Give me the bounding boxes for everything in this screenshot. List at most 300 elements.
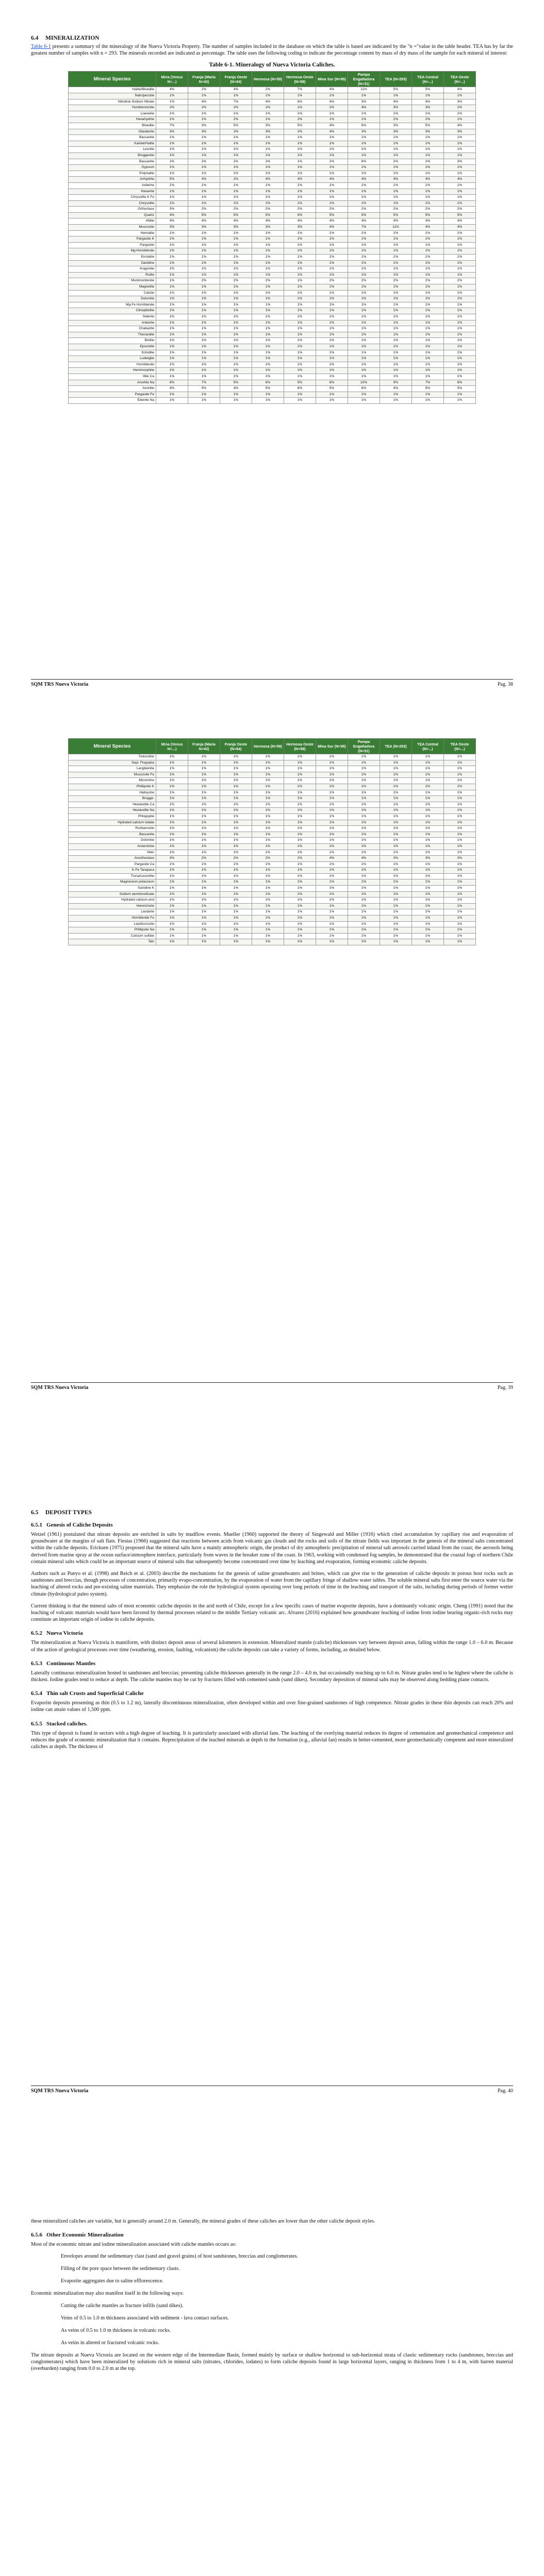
mineral-name-cell: Dolomite (69, 296, 156, 302)
percent-cell: 1% (220, 808, 252, 814)
percent-cell: 1% (220, 398, 252, 404)
table-row (69, 236, 476, 243)
percent-cell: 2% (188, 87, 220, 93)
percent-cell: 1% (412, 302, 444, 308)
percent-cell: 1% (412, 284, 444, 291)
percent-cell: 7% (220, 99, 252, 105)
mineral-name-cell: Anortita Na (69, 380, 156, 386)
percent-cell: 1% (156, 356, 188, 362)
percent-cell: 1% (220, 362, 252, 368)
percent-cell: 1% (156, 891, 188, 897)
percent-cell: 1% (188, 760, 220, 766)
table-row (69, 320, 476, 326)
percent-cell: 1% (316, 868, 348, 874)
percent-cell: 1% (252, 838, 284, 844)
percent-cell: 1% (412, 200, 444, 207)
percent-cell: 1% (380, 838, 412, 844)
percent-cell: 1% (220, 374, 252, 380)
table-row (69, 212, 476, 218)
percent-cell: 1% (348, 879, 380, 886)
percent-cell: 1% (380, 790, 412, 796)
percent-cell: 1% (348, 897, 380, 904)
percent-cell: 1% (412, 320, 444, 326)
percent-cell: 1% (380, 766, 412, 772)
mineral-name-cell: Sodium aluminosilicate (69, 891, 156, 897)
table-row (69, 939, 476, 945)
mineral-name-cell: Anorthoclase (69, 856, 156, 862)
column-header: Hermosa (N=59) (252, 72, 284, 87)
percent-cell: 1% (412, 838, 444, 844)
percent-cell: 1% (412, 939, 444, 945)
percent-cell: 1% (380, 189, 412, 195)
percent-cell: 1% (380, 903, 412, 909)
percent-cell: 1% (348, 111, 380, 117)
column-header: Pampa Engañadora (N=31) (348, 739, 380, 754)
percent-cell: 3% (284, 225, 316, 231)
percent-cell: 1% (412, 766, 444, 772)
percent-cell: 1% (220, 927, 252, 934)
percent-cell: 1% (444, 141, 476, 147)
percent-cell: 1% (188, 784, 220, 790)
percent-cell: 1% (444, 260, 476, 266)
percent-cell: 1% (444, 392, 476, 398)
table-row (69, 195, 476, 201)
percent-cell: 1% (348, 350, 380, 356)
percent-cell: 1% (188, 368, 220, 374)
percent-cell: 1% (380, 832, 412, 838)
column-header: Franja Oeste (N=64) (220, 739, 252, 754)
percent-cell: 1% (220, 248, 252, 255)
percent-cell: 1% (380, 933, 412, 939)
percent-cell: 6% (316, 380, 348, 386)
percent-cell: 1% (412, 326, 444, 332)
table-row (69, 772, 476, 778)
percent-cell: 1% (348, 850, 380, 856)
percent-cell: 1% (284, 873, 316, 879)
percent-cell: 1% (252, 296, 284, 302)
percent-cell: 1% (188, 111, 220, 117)
mineral-name-cell: Illite Ca (69, 374, 156, 380)
percent-cell: 3% (252, 123, 284, 129)
percent-cell: 1% (284, 909, 316, 916)
percent-cell: 1% (156, 296, 188, 302)
percent-cell: 1% (220, 760, 252, 766)
percent-cell: 1% (188, 308, 220, 314)
percent-cell: 1% (412, 260, 444, 266)
percent-cell: 1% (348, 165, 380, 171)
percent-cell: 1% (252, 350, 284, 356)
percent-cell: 1% (412, 760, 444, 766)
mineral-name-cell: Siderite (69, 314, 156, 320)
percent-cell: 2% (188, 105, 220, 111)
mineral-name-cell: Hematite (69, 230, 156, 236)
mineral-name-cell: Nitratine Sodium Nitrate (69, 99, 156, 105)
percent-cell: 1% (412, 879, 444, 886)
percent-cell: 1% (348, 796, 380, 802)
percent-cell: 3% (444, 129, 476, 135)
table-row (69, 117, 476, 123)
percent-cell: 2% (188, 856, 220, 862)
percent-cell: 1% (252, 314, 284, 320)
percent-cell: 1% (156, 790, 188, 796)
percent-cell: 1% (444, 843, 476, 850)
percent-cell: 1% (444, 302, 476, 308)
percent-cell: 1% (444, 778, 476, 784)
percent-cell: 1% (156, 754, 188, 760)
table-row (69, 790, 476, 796)
percent-cell: 1% (284, 362, 316, 368)
percent-cell: 1% (316, 398, 348, 404)
percent-cell: 1% (156, 873, 188, 879)
percent-cell: 1% (380, 784, 412, 790)
percent-cell: 6% (444, 380, 476, 386)
percent-cell: 1% (348, 760, 380, 766)
percent-cell: 1% (412, 873, 444, 879)
percent-cell: 1% (444, 272, 476, 278)
percent-cell: 1% (188, 843, 220, 850)
percent-cell: 1% (156, 861, 188, 868)
percent-cell: 1% (380, 255, 412, 261)
percent-cell: 5% (188, 386, 220, 392)
percent-cell: 1% (156, 308, 188, 314)
percent-cell: 1% (316, 814, 348, 820)
table-row (69, 903, 476, 909)
percent-cell: 1% (220, 843, 252, 850)
percent-cell: 1% (444, 326, 476, 332)
percent-cell: 5% (412, 123, 444, 129)
mineral-name-cell: Todorokite (69, 754, 156, 760)
subheading-6-5-2: 6.5.2 Nueva Victoria (31, 1630, 83, 1637)
percent-cell: 1% (220, 266, 252, 273)
mineral-name-cell: Enstatite (69, 255, 156, 261)
table-row (69, 225, 476, 231)
percent-cell: 1% (188, 921, 220, 927)
percent-cell: 2% (252, 87, 284, 93)
percent-cell: 10% (348, 380, 380, 386)
percent-cell: 1% (380, 260, 412, 266)
percent-cell: 1% (188, 314, 220, 320)
percent-cell: 1% (252, 255, 284, 261)
percent-cell: 1% (348, 338, 380, 344)
percent-cell: 1% (412, 314, 444, 320)
percent-cell: 3% (412, 105, 444, 111)
table-row (69, 93, 476, 99)
table-row (69, 147, 476, 153)
percent-cell: 1% (348, 766, 380, 772)
percent-cell: 1% (316, 141, 348, 147)
percent-cell: 1% (220, 200, 252, 207)
percent-cell: 4% (156, 218, 188, 225)
percent-cell: 1% (412, 778, 444, 784)
table-row (69, 200, 476, 207)
percent-cell: 1% (220, 790, 252, 796)
percent-cell: 1% (156, 927, 188, 934)
table-row (69, 159, 476, 165)
percent-cell: 1% (380, 760, 412, 766)
percent-cell: 1% (444, 236, 476, 243)
percent-cell: 1% (188, 939, 220, 945)
table-row (69, 141, 476, 147)
percent-cell: 4% (412, 99, 444, 105)
percent-cell: 1% (156, 921, 188, 927)
percent-cell: 1% (284, 152, 316, 159)
mineral-name-cell: Schollite (69, 350, 156, 356)
percent-cell: 1% (284, 927, 316, 934)
mineral-name-cell: Edenite Na (69, 398, 156, 404)
percent-cell: 1% (444, 242, 476, 248)
percent-cell: 1% (156, 760, 188, 766)
percent-cell: 1% (348, 843, 380, 850)
table-row (69, 886, 476, 892)
percent-cell: 1% (316, 362, 348, 368)
percent-cell: 1% (316, 826, 348, 832)
percent-cell: 1% (156, 802, 188, 808)
percent-cell: 2% (380, 117, 412, 123)
percent-cell: 1% (252, 368, 284, 374)
percent-cell: 2% (220, 117, 252, 123)
percent-cell: 4% (316, 99, 348, 105)
percent-cell: 4% (412, 218, 444, 225)
percent-cell: 1% (380, 850, 412, 856)
percent-cell: 1% (444, 255, 476, 261)
mineral-name-cell: Bruggenite (69, 152, 156, 159)
percent-cell: 1% (316, 784, 348, 790)
percent-cell: 1% (252, 886, 284, 892)
table-row (69, 302, 476, 308)
table-row (69, 802, 476, 808)
percent-cell: 1% (252, 903, 284, 909)
mineral-name-cell: Kieserite (69, 189, 156, 195)
percent-cell: 1% (348, 933, 380, 939)
percent-cell: 1% (380, 284, 412, 291)
percent-cell: 5% (412, 212, 444, 218)
percent-cell: 2% (220, 856, 252, 862)
percent-cell: 1% (348, 182, 380, 189)
percent-cell: 1% (380, 272, 412, 278)
mineral-name-cell: Albite (69, 218, 156, 225)
percent-cell: 1% (348, 141, 380, 147)
percent-cell: 1% (252, 189, 284, 195)
table-row (69, 189, 476, 195)
percent-cell: 1% (156, 826, 188, 832)
table-row (69, 909, 476, 916)
percent-cell: 2% (380, 278, 412, 284)
percent-cell: 2% (220, 278, 252, 284)
percent-cell: 1% (156, 99, 188, 105)
percent-cell: 1% (156, 843, 188, 850)
percent-cell: 1% (252, 308, 284, 314)
percent-cell: 2% (220, 207, 252, 213)
percent-cell: 1% (252, 909, 284, 916)
percent-cell: 1% (220, 814, 252, 820)
percent-cell: 1% (444, 182, 476, 189)
percent-cell: 1% (348, 868, 380, 874)
percent-cell: 1% (220, 826, 252, 832)
percent-cell: 1% (220, 195, 252, 201)
percent-cell: 1% (380, 230, 412, 236)
column-header: TEA Central (N=...) (412, 739, 444, 754)
percent-cell: 1% (188, 838, 220, 844)
percent-cell: 1% (252, 284, 284, 291)
percent-cell: 1% (220, 284, 252, 291)
mineral-name-cell: Lautarite (69, 909, 156, 916)
table-row (69, 374, 476, 380)
percent-cell: 1% (284, 916, 316, 922)
mineral-name-cell: Muscovite (69, 225, 156, 231)
percent-cell: 1% (316, 242, 348, 248)
percent-cell: 1% (348, 236, 380, 243)
percent-cell: 1% (444, 772, 476, 778)
manifestation-list (31, 2302, 513, 2346)
percent-cell: 4% (348, 856, 380, 862)
percent-cell: 1% (412, 255, 444, 261)
table-row (69, 398, 476, 404)
percent-cell: 1% (348, 861, 380, 868)
mineral-name-cell: Hexahydrite (69, 117, 156, 123)
percent-cell: 1% (156, 814, 188, 820)
percent-cell: 1% (316, 296, 348, 302)
percent-cell: 7% (412, 380, 444, 386)
percent-cell: 1% (444, 344, 476, 350)
percent-cell: 1% (316, 368, 348, 374)
percent-cell: 1% (220, 326, 252, 332)
percent-cell: 1% (316, 248, 348, 255)
percent-cell: 1% (220, 230, 252, 236)
percent-cell: 1% (156, 189, 188, 195)
percent-cell: 1% (188, 873, 220, 879)
percent-cell: 1% (348, 754, 380, 760)
percent-cell: 4% (188, 99, 220, 105)
percent-cell: 1% (444, 820, 476, 826)
percent-cell: 1% (284, 255, 316, 261)
percent-cell: 11% (348, 87, 380, 93)
percent-cell: 1% (156, 141, 188, 147)
paragraph-continuous-mantles: Laterally continuous mineralization hosted in sandstones and breccias; presenting caliche thicknesses generally in the range 2.0 – 4.0 m, but occasionally reaching up to 6.0 m. Nitrate grades tend to be highest where the caliche is thickest. Iodine grades tend to reduce at depth. The caliche mantles may be cut by fractures filled with cemented sands (sand dikes). Secondary deposition of mineral salts may be observed along bedding plane contacts. (31, 1670, 513, 1683)
mineral-name-cell: Bassanite (69, 832, 156, 838)
table-row (69, 814, 476, 820)
percent-cell: 1% (412, 392, 444, 398)
table-row (69, 832, 476, 838)
percent-cell: 1% (412, 909, 444, 916)
percent-cell: 1% (284, 266, 316, 273)
percent-cell: 1% (316, 320, 348, 326)
percent-cell: 1% (348, 873, 380, 879)
mineral-name-cell: Chrysolite (69, 200, 156, 207)
page-41 (0, 2110, 544, 2576)
percent-cell: 1% (188, 165, 220, 171)
percent-cell: 1% (252, 861, 284, 868)
percent-cell: 1% (188, 778, 220, 784)
column-header: TEA Oeste (N=...) (444, 72, 476, 87)
percent-cell: 1% (412, 897, 444, 904)
percent-cell: 1% (220, 778, 252, 784)
list-item: As veins in altered or fractured volcanic rocks. (61, 2340, 159, 2346)
percent-cell: 1% (444, 308, 476, 314)
percent-cell: 1% (348, 903, 380, 909)
percent-cell: 1% (444, 939, 476, 945)
percent-cell: 1% (316, 266, 348, 273)
percent-cell: 3% (252, 225, 284, 231)
percent-cell: 2% (316, 207, 348, 213)
percent-cell: 1% (444, 171, 476, 177)
percent-cell: 1% (252, 392, 284, 398)
percent-cell: 5% (188, 212, 220, 218)
percent-cell: 1% (252, 332, 284, 338)
percent-cell: 1% (380, 135, 412, 141)
page-38-body (31, 35, 513, 404)
percent-cell: 1% (188, 903, 220, 909)
percent-cell: 1% (380, 302, 412, 308)
table-row (69, 754, 476, 760)
percent-cell: 6% (252, 380, 284, 386)
percent-cell: 1% (252, 320, 284, 326)
percent-cell: 1% (316, 916, 348, 922)
percent-cell: 1% (348, 772, 380, 778)
percent-cell: 1% (316, 182, 348, 189)
percent-cell: 1% (156, 111, 188, 117)
percent-cell: 1% (316, 302, 348, 308)
table-row (69, 266, 476, 273)
percent-cell: 1% (156, 171, 188, 177)
table-row (69, 344, 476, 350)
percent-cell: 1% (380, 873, 412, 879)
percent-cell: 1% (444, 314, 476, 320)
percent-cell: 1% (220, 754, 252, 760)
percent-cell: 4% (444, 218, 476, 225)
percent-cell: 1% (380, 356, 412, 362)
paragraph-stacked-caliches: This type of deposit is found in sectors with a high degree of leaching. It is particularly associated with alluvial fans. The leaching of the overlying material reduces its degree of cementation and geomechanical competence and reduces the grade of economic mineralization that it contains. Reprecipitation of the leached minerals at depth in the formation (e.g., alluvial fan) results in better-cemented, more geomechanically competent and more mineralized caliches at depth. The thickness of (31, 1730, 513, 1750)
percent-cell: 3% (156, 856, 188, 862)
percent-cell: 3% (348, 99, 380, 105)
percent-cell: 1% (412, 152, 444, 159)
percent-cell: 7% (348, 225, 380, 231)
percent-cell: 1% (444, 909, 476, 916)
percent-cell: 1% (252, 832, 284, 838)
percent-cell: 1% (188, 772, 220, 778)
table-row (69, 99, 476, 105)
percent-cell: 1% (380, 826, 412, 832)
percent-cell: 1% (156, 290, 188, 296)
table-6-1-link[interactable]: Table 6-1 (31, 44, 51, 49)
percent-cell: 1% (252, 362, 284, 368)
percent-cell: 1% (348, 230, 380, 236)
percent-cell: 1% (444, 117, 476, 123)
percent-cell: 3% (444, 99, 476, 105)
percent-cell: 1% (220, 350, 252, 356)
percent-cell: 4% (316, 856, 348, 862)
section-heading-6-4: 6.4 MINERALIZATION (31, 35, 100, 41)
mineral-name-cell: Sanidine K (69, 886, 156, 892)
percent-cell: 1% (284, 843, 316, 850)
percent-cell: 1% (380, 374, 412, 380)
percent-cell: 4% (380, 386, 412, 392)
percent-cell: 1% (444, 927, 476, 934)
percent-cell: 1% (380, 195, 412, 201)
percent-cell: 1% (380, 242, 412, 248)
percent-cell: 1% (348, 255, 380, 261)
percent-cell: 1% (188, 326, 220, 332)
percent-cell: 2% (220, 159, 252, 165)
percent-cell: 1% (220, 886, 252, 892)
percent-cell: 1% (444, 266, 476, 273)
percent-cell: 1% (380, 248, 412, 255)
percent-cell: 1% (284, 236, 316, 243)
percent-cell: 1% (284, 344, 316, 350)
percent-cell: 1% (284, 850, 316, 856)
page-41-body (31, 2218, 513, 2377)
percent-cell: 1% (188, 332, 220, 338)
percent-cell: 1% (380, 916, 412, 922)
